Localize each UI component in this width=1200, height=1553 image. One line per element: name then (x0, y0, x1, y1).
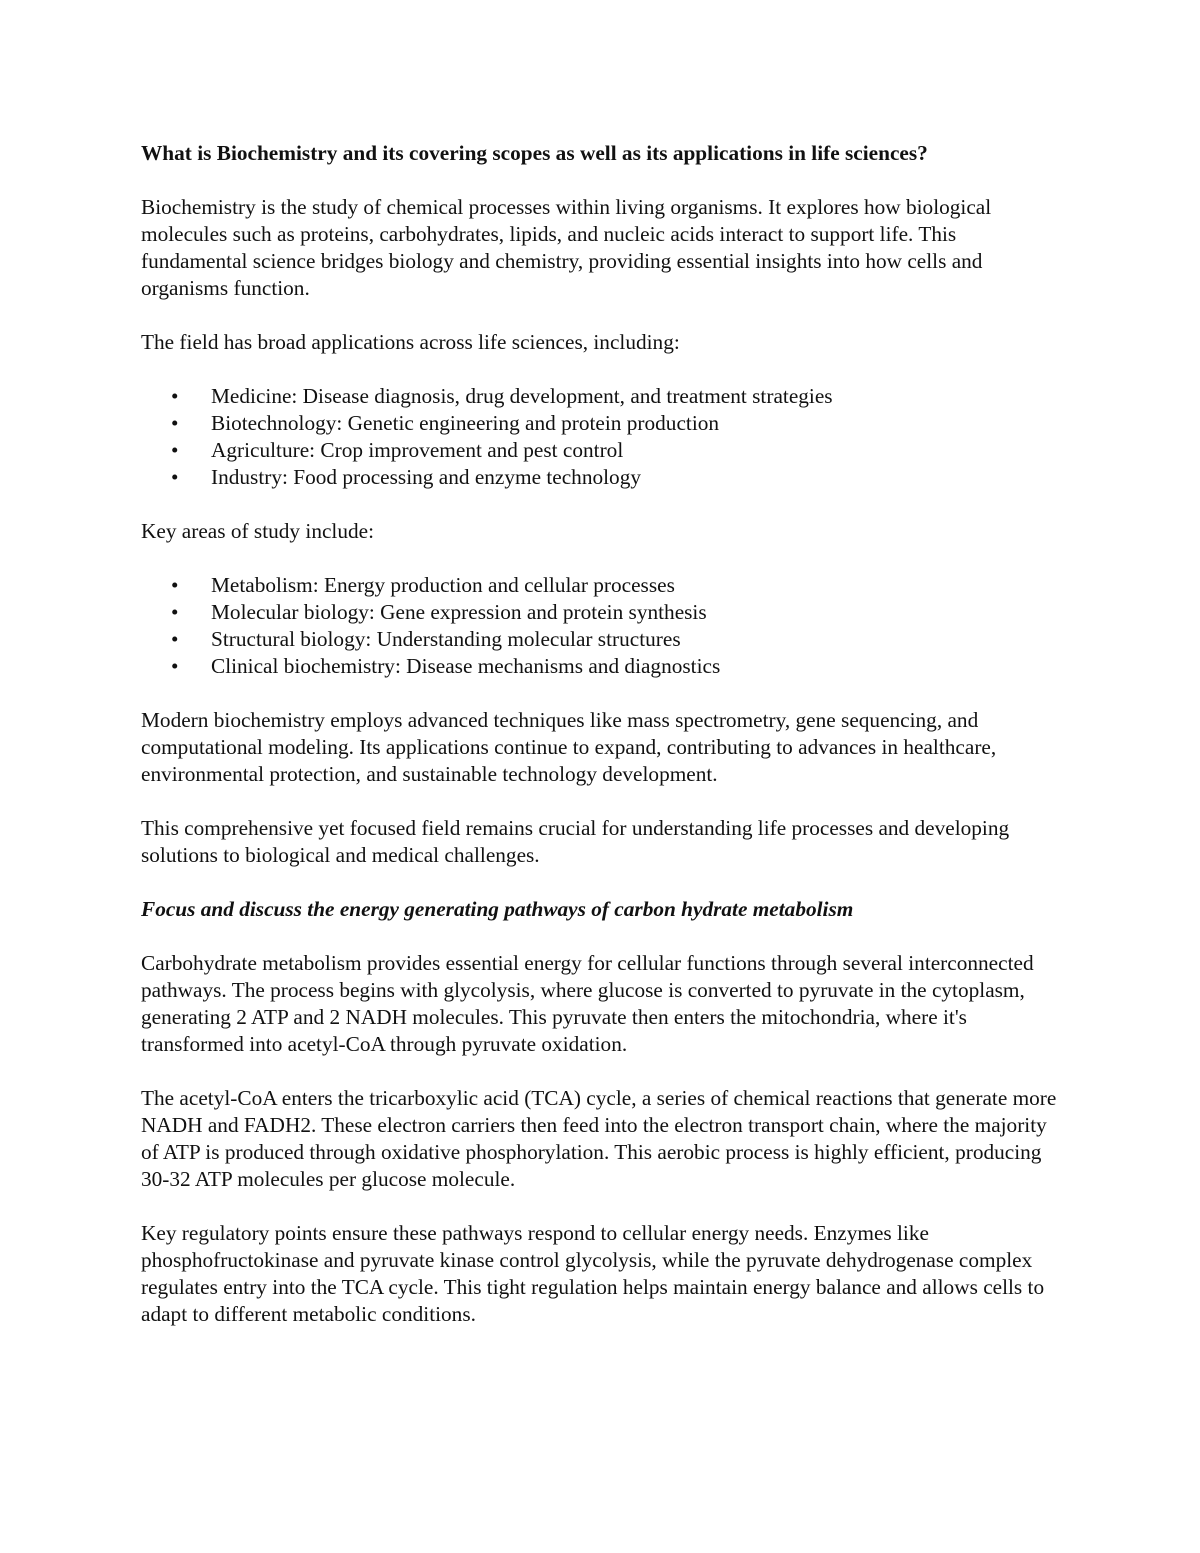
list-item-text: Industry: Food processing and enzyme technology (211, 465, 641, 489)
conclusion-paragraph: This comprehensive yet focused field remains crucial for understanding life processes and developing solutions to biological and medical challenges. (141, 816, 1010, 867)
applications-intro: The field has broad applications across life sciences, including: (141, 330, 680, 354)
regulation-paragraph: Key regulatory points ensure these pathways respond to cellular energy needs. Enzymes like phosphofructokinase and pyruvate kinase control glycolysis, while the pyruvate dehydrogenase complex regulates entry into the TCA cycle. This tight regulation helps maintain energy balance and allows cells to adapt to different metabolic conditions. (141, 1221, 1045, 1326)
bullet-icon: • (171, 654, 179, 678)
list-item-text: Medicine: Disease diagnosis, drug development, and treatment strategies (211, 384, 833, 408)
tca-paragraph: The acetyl-CoA enters the tricarboxylic acid (TCA) cycle, a series of chemical reactions that generate more NADH and FADH2. These electron carriers then feed into the electron transport chain, where the majority of ATP is produced through oxidative phosphorylation. This aerobic process is highly efficient, producing 30-32 ATP molecules per glucose molecule. (141, 1086, 1057, 1191)
list-item (141, 464, 1061, 491)
list-item (141, 653, 1061, 680)
list-item (141, 626, 1061, 653)
applications-list (141, 383, 1061, 491)
section2-heading: Focus and discuss the energy generating pathways of carbon hydrate metabolism (141, 897, 854, 921)
document-page (141, 140, 1061, 1355)
bullet-icon: • (171, 384, 179, 408)
list-item-text: Agriculture: Crop improvement and pest control (211, 438, 624, 462)
list-item (141, 383, 1061, 410)
bullet-icon: • (171, 465, 179, 489)
bullet-icon: • (171, 573, 179, 597)
intro-paragraph: Biochemistry is the study of chemical processes within living organisms. It explores how biological molecules such as proteins, carbohydrates, lipids, and nucleic acids interact to support life. This fundamental science bridges biology and chemistry, providing essential insights into how cells and organisms function. (141, 195, 992, 300)
list-item-text: Molecular biology: Gene expression and protein synthesis (211, 600, 707, 624)
list-item (141, 437, 1061, 464)
areas-list (141, 572, 1061, 680)
list-item-text: Metabolism: Energy production and cellular processes (211, 573, 675, 597)
list-item-text: Structural biology: Understanding molecular structures (211, 627, 681, 651)
list-item (141, 410, 1061, 437)
list-item-text: Biotechnology: Genetic engineering and protein production (211, 411, 720, 435)
bullet-icon: • (171, 627, 179, 651)
bullet-icon: • (171, 411, 179, 435)
modern-paragraph: Modern biochemistry employs advanced techniques like mass spectrometry, gene sequencing, and computational modeling. Its applications continue to expand, contributing to advances in healthcare, environmental protection, and sustainable technology development. (141, 708, 997, 786)
list-item (141, 599, 1061, 626)
areas-intro: Key areas of study include: (141, 519, 375, 543)
list-item (141, 572, 1061, 599)
bullet-icon: • (171, 438, 179, 462)
section1-heading: What is Biochemistry and its covering scopes as well as its applications in life sciences? (141, 141, 928, 165)
glycolysis-paragraph: Carbohydrate metabolism provides essential energy for cellular functions through several interconnected pathways. The process begins with glycolysis, where glucose is converted to pyruvate in the cytoplasm, generating 2 ATP and 2 NADH molecules. This pyruvate then enters the mitochondria, where it's transformed into acetyl-CoA through pyruvate oxidation. (141, 951, 1034, 1056)
bullet-icon: • (171, 600, 179, 624)
list-item-text: Clinical biochemistry: Disease mechanisms and diagnostics (211, 654, 721, 678)
